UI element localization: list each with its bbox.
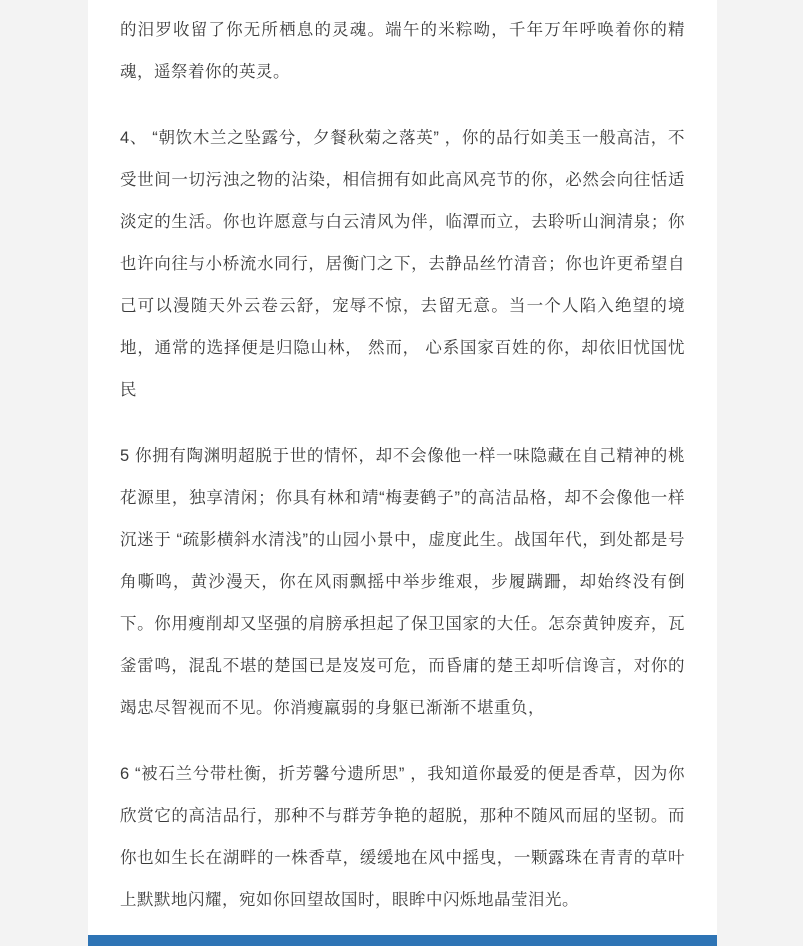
paragraph: 6 “被石兰兮带杜衡，折芳馨兮遗所思” ，我知道你最爱的便是香草，因为你欣赏它的高洁品行，那种不与群芳争艳的超脱，那种不随风而屈的坚韧。而你也如生长在湖畔的一株香草，缓缓地在风中摇曳，一颗露珠在青青的草叶上默默地闪耀，宛如你回望故国时，眼眸中闪烁地晶莹泪光。: [120, 765, 685, 909]
document-page: [88, 0, 717, 946]
paragraph: 5 你拥有陶渊明超脱于世的情怀，却不会像他一样一味隐藏在自己精神的桃花源里，独享清闲；你具有林和靖“梅妻鹤子”的高洁品格，却不会像他一样沉迷于 “疏影横斜水清浅”的山园小景中，虚度此生。战国年代，到处都是号角嘶鸣，黄沙漫天，你在风雨飘摇中举步维艰，步履蹒跚，却始终没有倒下。你用瘦削却又坚强的肩膀承担起了保卫国家的大任。怎奈黄钟废弃，瓦釜雷鸣，混乱不堪的楚国已是岌岌可危，而昏庸的楚王却听信谗言，对你的竭忠尽智视而不见。你消瘦羸弱的身躯已渐渐不堪重负，: [120, 447, 685, 717]
paragraph: 4、 “朝饮木兰之坠露兮，夕餐秋菊之落英” ，你的品行如美玉一般高洁，不受世间一切污浊之物的沾染，相信拥有如此高风亮节的你，必然会向往恬适淡定的生活。你也许愿意与白云清风为伴，临潭而立，去聆听山涧清泉；你也许向往与小桥流水同行，居衡门之下，去静品丝竹清音；你也许更希望自己可以漫随天外云卷云舒，宠辱不惊，去留无意。当一个人陷入绝望的境地，通常的选择便是归隐山林， 然而， 心系国家百姓的你，却依旧忧国忧民: [120, 129, 685, 399]
paragraph: 的汨罗收留了你无所栖息的灵魂。端午的米粽呦，千年万年呼唤着你的精魂，遥祭着你的英灵。: [120, 21, 685, 81]
page-bottom-accent-bar: [88, 935, 717, 946]
